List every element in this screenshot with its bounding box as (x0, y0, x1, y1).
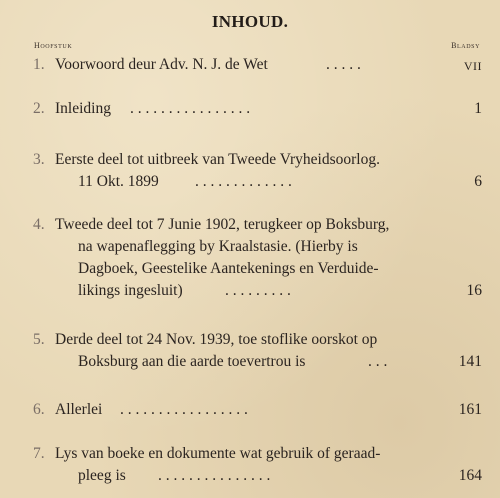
dot-leader: . . . . . . . . . . . . . . . . (130, 100, 251, 117)
column-label-page: Bladsy (451, 41, 480, 50)
entry-text-line: na wapenaflegging by Kraalstasie. (Hierby is (78, 238, 358, 255)
dot-leader: . . . (368, 353, 388, 370)
entry-page-number: 161 (458, 401, 482, 418)
entry-page-number: 6 (474, 173, 482, 190)
entry-page-number: 1 (474, 100, 482, 117)
entry-text-line: Dagboek, Geestelike Aantekenings en Verduide- (78, 260, 379, 277)
entry-text-line: Voorwoord deur Adv. N. J. de Wet (55, 56, 268, 73)
entry-number: 7. (33, 445, 45, 462)
entry-number: 1. (33, 56, 45, 73)
entry-text-line: Tweede deel tot 7 Junie 1902, terugkeer op Boksburg, (55, 216, 390, 233)
column-label-chapter: Hoofstuk (34, 41, 73, 50)
dot-leader: . . . . . . . . . . . . . (195, 173, 292, 190)
entry-page-number: 164 (458, 467, 482, 484)
entry-text-line: pleeg is (78, 467, 126, 484)
entry-text-line: Inleiding (55, 100, 111, 117)
dot-leader: . . . . . . . . . . . . . . . . . (120, 401, 248, 418)
dot-leader: . . . . . (326, 56, 361, 73)
entry-text-line: 11 Okt. 1899 (78, 173, 159, 190)
entry-text-line: Allerlei (55, 401, 103, 418)
entry-text-line: Boksburg aan die aarde toevertrou is (78, 353, 306, 370)
entry-text-line: Eerste deel tot uitbreek van Tweede Vryheidsoorlog. (55, 151, 380, 168)
dot-leader: . . . . . . . . . . . . . . . (158, 467, 271, 484)
entry-number: 3. (33, 151, 45, 168)
entry-text-line: likings ingesluit) (78, 282, 183, 299)
entry-text-line: Lys van boeke en dokumente wat gebruik of geraad- (55, 445, 381, 462)
entry-page-number: 141 (458, 353, 482, 370)
entry-page-number: 16 (466, 282, 482, 299)
entry-number: 4. (33, 216, 45, 233)
entry-number: 6. (33, 401, 45, 418)
entry-number: 2. (33, 100, 45, 117)
entry-page-number: VII (463, 59, 482, 73)
page-title: INHOUD. (211, 12, 289, 31)
dot-leader: . . . . . . . . . (225, 282, 291, 299)
entry-number: 5. (33, 331, 45, 348)
entry-text-line: Derde deel tot 24 Nov. 1939, toe stoflike oorskot op (55, 331, 378, 348)
